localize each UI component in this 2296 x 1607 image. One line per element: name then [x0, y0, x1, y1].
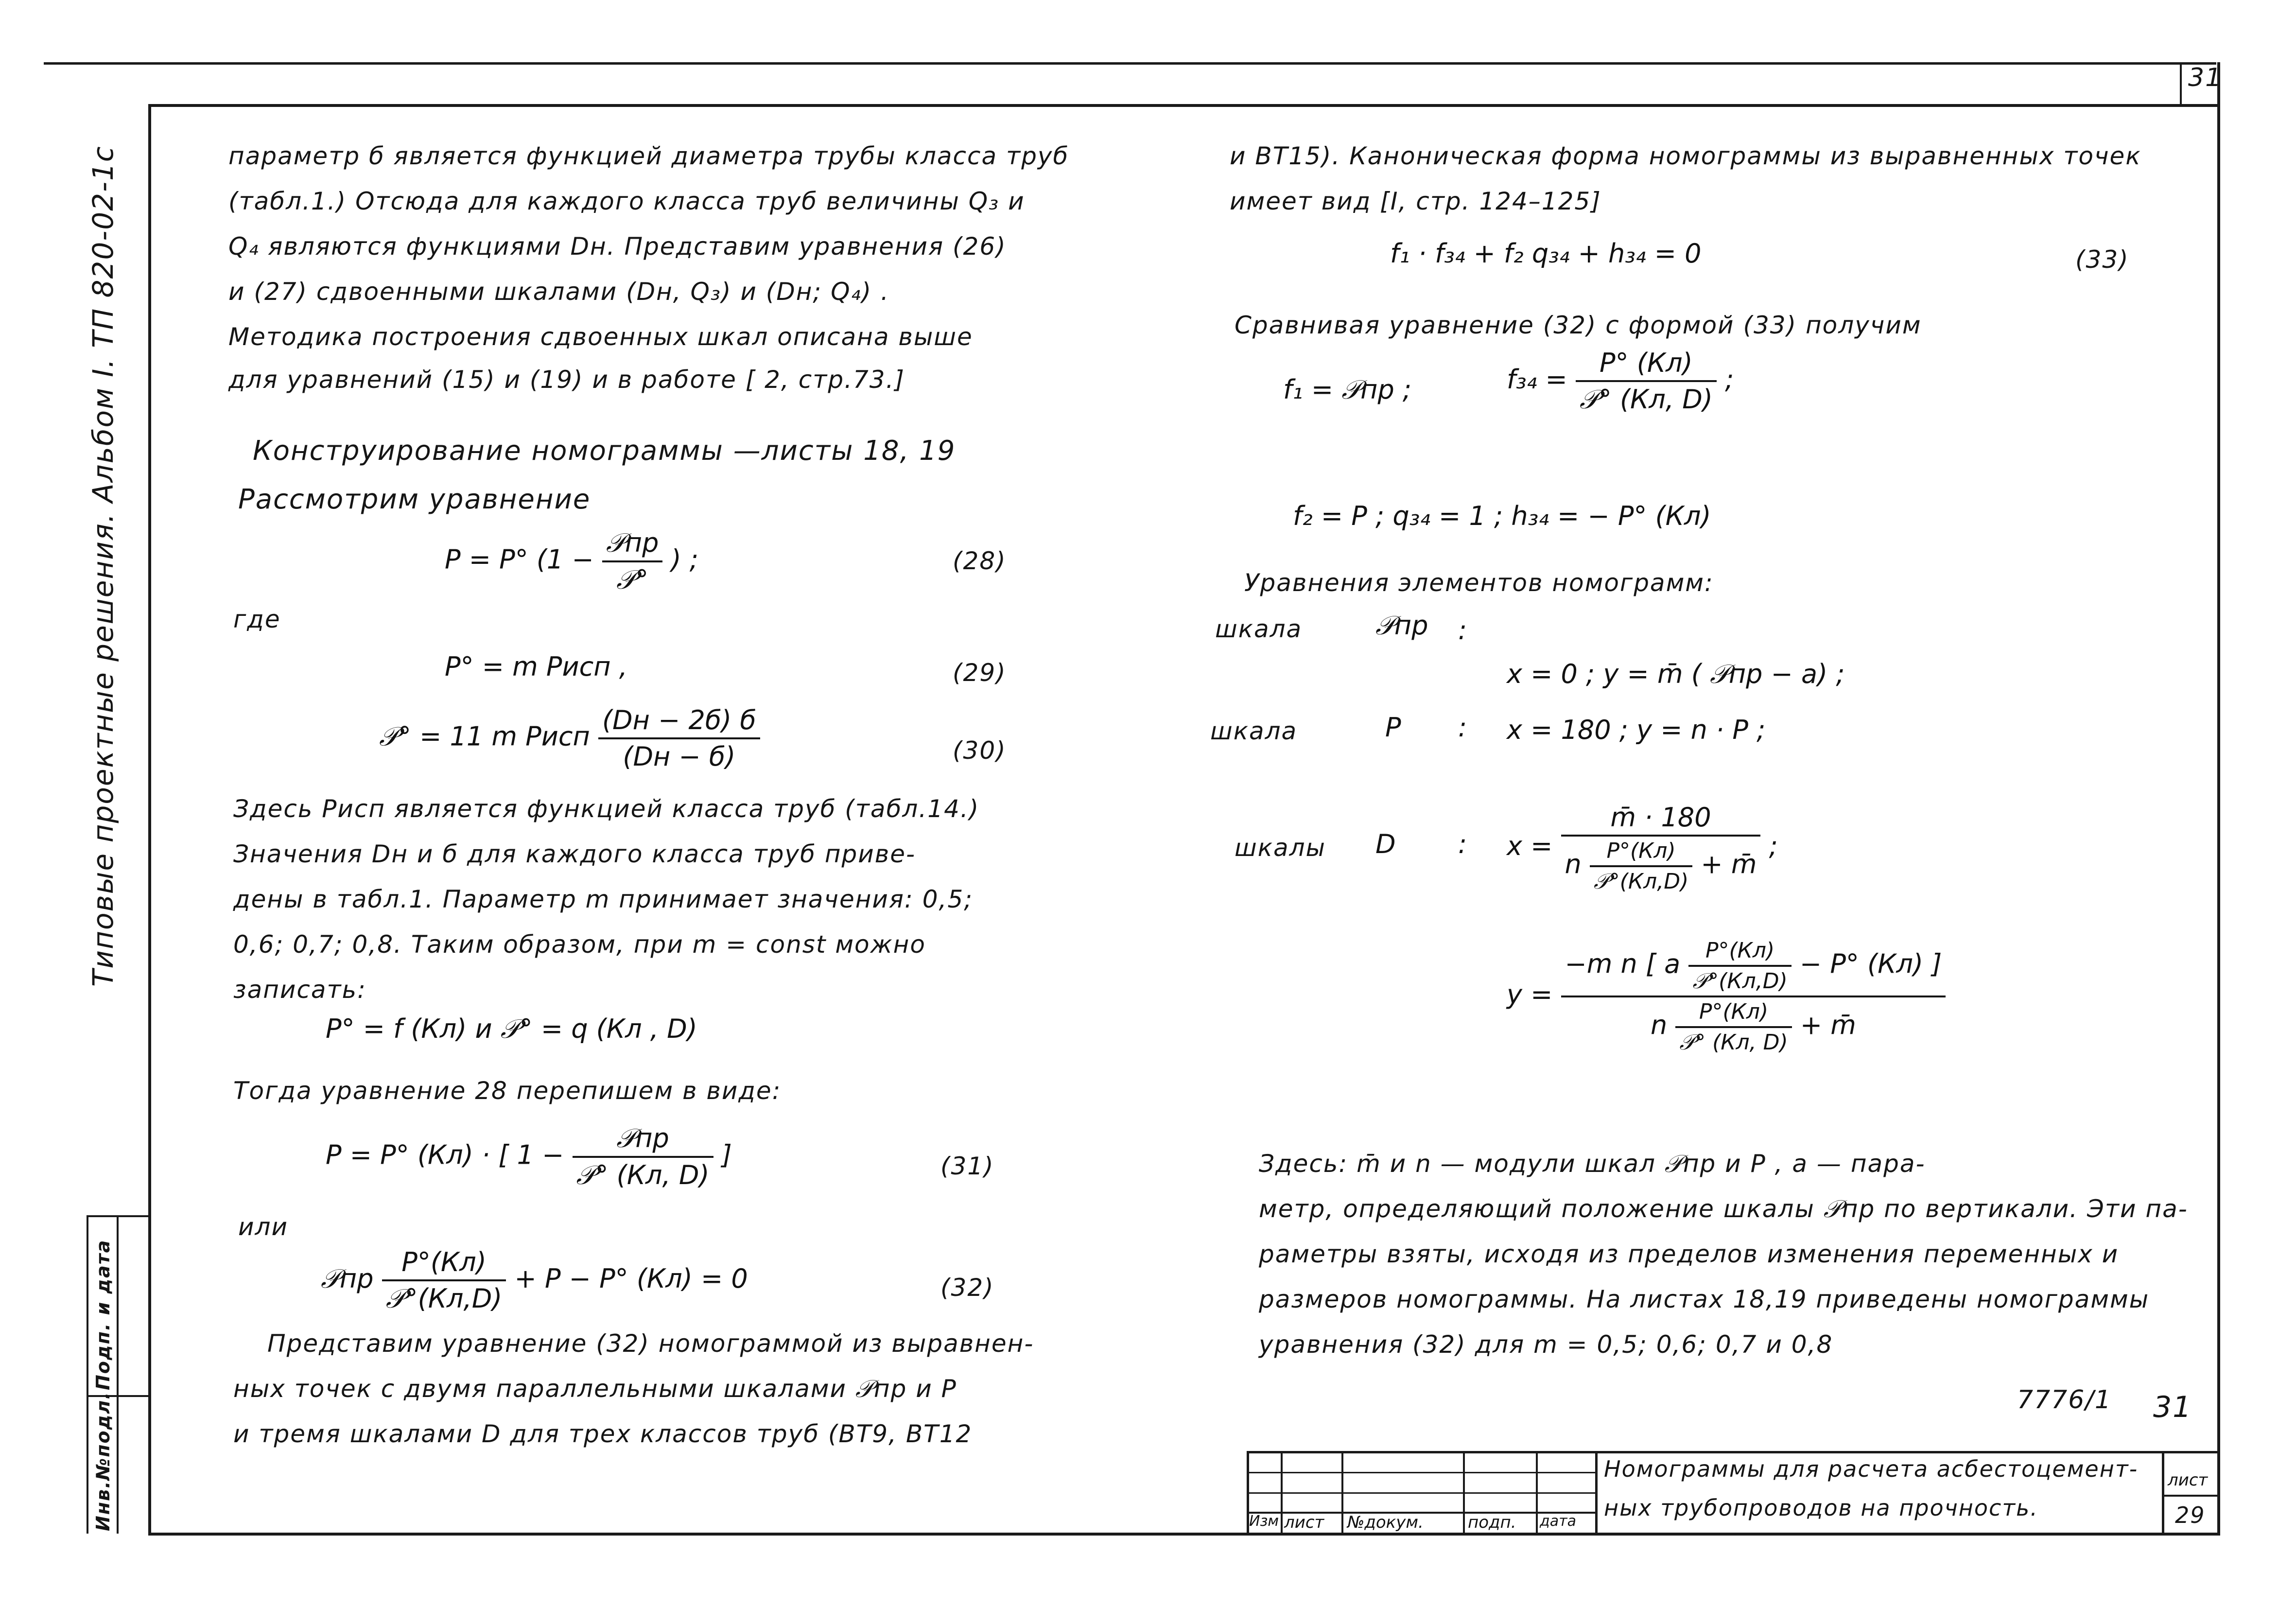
x-den-num: P°(Кл) — [1590, 838, 1692, 867]
y-den-den: 𝒫° (Кл, D) — [1679, 1030, 1788, 1055]
x-den — [1561, 837, 1761, 894]
scale2-symbol: P — [1385, 712, 1401, 743]
tb-sheet-number: 29 — [2175, 1502, 2206, 1528]
y-den-num: P°(Кл) — [1675, 999, 1792, 1028]
right-t2: метр, определяющий положение шкалы 𝒫пр по вертикали. Эти па- — [1259, 1195, 2188, 1223]
eq31-tail: ] — [721, 1139, 732, 1170]
equation-28 — [445, 527, 698, 595]
eq31-fraction — [573, 1123, 713, 1191]
eq30-fraction — [598, 705, 760, 772]
scale3-colon: : — [1458, 829, 1467, 859]
equation-functions: P° = f (Кл) и 𝒫° = q (Кл , D) — [326, 1013, 697, 1044]
eq32-num: P°(Кл) — [382, 1247, 506, 1281]
left-q1: Здесь Pисп является функцией класса труб (табл.14.) — [233, 795, 980, 823]
scale2-label: шкала — [1210, 717, 1298, 745]
eq32-number: (32) — [940, 1274, 994, 1302]
x-den-fraction — [1590, 838, 1692, 894]
eq30-lhs: 𝒫° = 11 m Pисп — [379, 721, 590, 752]
eq31-num: 𝒫пр — [573, 1123, 713, 1158]
y-den-n: n — [1650, 1010, 1668, 1041]
eq30-num: (Dн − 2б) б — [598, 705, 760, 739]
tb-title-line1: Номограммы для расчета асбестоцемент- — [1604, 1456, 2139, 1482]
eq28-fraction — [602, 527, 663, 595]
eq31-den: 𝒫° (Кл, D) — [576, 1160, 710, 1190]
eq28-lhs: P = P° (1 − — [445, 544, 594, 575]
f34-definition — [1507, 348, 1734, 415]
right-t3: раметры взяты, исходя из пределов изменения переменных и — [1259, 1240, 2119, 1268]
x-tail: ; — [1769, 831, 1778, 862]
left-p5: Методика построения сдвоенных шкал описана выше — [228, 323, 973, 351]
left-p4: и (27) сдвоенными шкалами (Dн, Q₃) и (Dн; Q₄) . — [228, 278, 889, 306]
eq28-number: (28) — [953, 547, 1007, 575]
tb-col-date: дата — [1540, 1513, 1576, 1530]
tb-row2 — [1247, 1492, 1597, 1494]
tb-col-izm: Изм — [1249, 1513, 1279, 1530]
tb-col-list: лист — [1284, 1513, 1324, 1532]
eq31-number: (31) — [940, 1152, 994, 1180]
then-line: Тогда уравнение 28 перепишем в виде: — [233, 1077, 782, 1105]
compare-line: Сравнивая уравнение (32) с формой (33) получим — [1235, 311, 1922, 339]
frame-top-outer — [44, 62, 2216, 65]
eq28-num: 𝒫пр — [602, 527, 663, 562]
consider-line: Рассмотрим уравнение — [238, 484, 591, 515]
right-s1: и ВТ15). Каноническая форма номограммы из выравненных точек — [1230, 142, 2141, 170]
eq32-den: 𝒫°(Кл,D) — [385, 1283, 503, 1314]
eq30-den: (Dн − б) — [623, 741, 736, 772]
x-num: m̄ · 180 — [1561, 802, 1761, 837]
section-heading: Конструирование номограммы —листы 18, 19 — [253, 435, 956, 467]
stamp-box-mid — [117, 1215, 119, 1534]
scale3-symbol: D — [1375, 829, 1396, 859]
eq32-fraction — [382, 1247, 506, 1314]
equation-29: P° = m Pисп , — [445, 651, 627, 682]
equation-33: f₁ · f₃₄ + f₂ q₃₄ + h₃₄ = 0 — [1390, 238, 1702, 269]
sheetno-box-left — [2180, 62, 2182, 106]
scale1-colon: : — [1458, 615, 1467, 646]
or-label: или — [238, 1213, 288, 1241]
tb-col-sign: подп. — [1468, 1513, 1516, 1532]
f34-fraction — [1576, 348, 1717, 415]
stamp-box-left — [87, 1215, 88, 1534]
f34-num: P° (Кл) — [1576, 348, 1717, 382]
where-label: где — [233, 605, 281, 633]
right-t5: уравнения (32) для m = 0,5; 0,6; 0,7 и 0,8 — [1259, 1330, 1833, 1359]
sheet-number-top: 31 — [2188, 63, 2223, 92]
side-title: Типовые проектные решения. Альбом I. ТП 820-02-1с — [87, 145, 120, 987]
f1-definition: f₁ = 𝒫пр ; — [1283, 374, 1412, 405]
y-equation — [1507, 938, 1946, 1055]
document-page: 31 — [2153, 1390, 2192, 1424]
eq28-tail: ) ; — [671, 544, 699, 575]
tb-row1 — [1247, 1472, 1597, 1473]
eq28-den: 𝒫° — [616, 564, 649, 595]
left-r2: ных точек с двумя параллельными шкалами 𝒫пр и P — [233, 1375, 957, 1403]
f2-line: f₂ = P ; q₃₄ = 1 ; h₃₄ = − P° (Кл) — [1293, 501, 1711, 531]
y-lhs: y = — [1507, 979, 1553, 1010]
y-den-fraction — [1675, 999, 1792, 1055]
x-equation — [1507, 802, 1778, 894]
tb-col6 — [2162, 1451, 2164, 1534]
eq32-tail: + P − P° (Кл) = 0 — [514, 1263, 748, 1294]
x-den-n: n — [1565, 849, 1582, 880]
f34-lhs: f₃₄ = — [1507, 364, 1567, 395]
eq30-number: (30) — [953, 736, 1007, 765]
left-q3: дены в табл.1. Параметр m принимает значения: 0,5; — [233, 885, 974, 913]
document-number: 7776/1 — [2017, 1385, 2112, 1415]
left-q5: записать: — [233, 976, 366, 1004]
y-num-a: −m n [ a — [1565, 948, 1681, 979]
frame-top — [150, 104, 2220, 107]
equation-31 — [326, 1123, 732, 1191]
frame-right — [2217, 62, 2220, 1536]
scale1-symbol: 𝒫пр — [1375, 610, 1428, 641]
left-p1: параметр б является функцией диаметра трубы класса труб — [228, 142, 1069, 170]
scale2-equation: x = 180 ; y = n · P ; — [1507, 715, 1766, 745]
y-den-m: + m̄ — [1800, 1010, 1856, 1041]
eq33-number: (33) — [2075, 245, 2129, 274]
elements-heading: Уравнения элементов номограмм: — [1244, 569, 1714, 597]
frame-bottom — [148, 1533, 2220, 1536]
tb-col4 — [1536, 1451, 1538, 1534]
tb-col3 — [1463, 1451, 1465, 1534]
equation-30 — [379, 705, 760, 772]
left-q2: Значения Dн и б для каждого класса труб приве- — [233, 840, 916, 868]
y-num — [1561, 938, 1946, 997]
right-t1: Здесь: m̄ и n — модули шкал 𝒫пр и P , a — пара- — [1259, 1150, 1926, 1178]
scale3-label: шкалы — [1235, 834, 1326, 862]
frame-left — [148, 104, 151, 1536]
left-p2: (табл.1.) Отсюда для каждого класса труб величины Q₃ и — [228, 187, 1025, 215]
left-p6: для уравнений (15) и (19) и в работе [ 2, стр.73.] — [228, 366, 905, 394]
tb-title-line2: ных трубопроводов на прочность. — [1604, 1495, 2038, 1521]
equation-32 — [321, 1247, 748, 1314]
f34-den: 𝒫° (Кл, D) — [1579, 384, 1713, 415]
tb-col5 — [1595, 1451, 1598, 1534]
eq29-number: (29) — [953, 659, 1007, 687]
tb-top — [1247, 1451, 2219, 1453]
y-den — [1561, 997, 1946, 1055]
tb-sheet-divider — [2162, 1495, 2219, 1497]
right-t4: размеров номограммы. На листах 18,19 приведены номограммы — [1259, 1285, 2150, 1313]
f34-tail: ; — [1725, 364, 1734, 395]
x-lhs: x = — [1507, 831, 1553, 862]
y-fraction — [1561, 938, 1946, 1055]
x-fraction — [1561, 802, 1761, 894]
scale1-label: шкала — [1215, 615, 1303, 643]
left-r3: и тремя шкалами D для трех классов труб (ВТ9, ВТ12 — [233, 1420, 973, 1448]
left-q4: 0,6; 0,7; 0,8. Таким образом, при m = const можно — [233, 930, 926, 959]
x-den-m: + m̄ — [1701, 849, 1757, 880]
left-p3: Q₄ являются функциями Dн. Представим уравнения (26) — [228, 232, 1007, 261]
y-num-fraction — [1688, 938, 1791, 994]
y-num-den: 𝒫°(Кл,D) — [1692, 969, 1788, 994]
scale2-colon: : — [1458, 712, 1467, 743]
x-den-den: 𝒫°(Кл,D) — [1593, 869, 1689, 894]
stamp-inv: Инв.№подл. — [92, 1391, 114, 1531]
stamp-sign: Подп. и дата — [92, 1239, 114, 1390]
y-num-b: − P° (Кл) ] — [1799, 948, 1942, 979]
tb-col-doc: №докум. — [1347, 1513, 1424, 1532]
eq31-lhs: P = P° (Кл) · [ 1 − — [326, 1139, 564, 1170]
left-r1: Представим уравнение (32) номограммой из выравнен- — [267, 1329, 1034, 1358]
right-s2: имеет вид [I, стр. 124–125] — [1230, 187, 1601, 215]
scale1-equation: x = 0 ; y = m̄ ( 𝒫пр − a) ; — [1507, 659, 1845, 689]
tb-sheet-label: лист — [2168, 1470, 2208, 1490]
tb-col1 — [1281, 1451, 1283, 1534]
tb-col2 — [1341, 1451, 1343, 1534]
eq32-lhs: 𝒫пр — [321, 1263, 374, 1294]
y-num-num: P°(Кл) — [1688, 938, 1791, 967]
